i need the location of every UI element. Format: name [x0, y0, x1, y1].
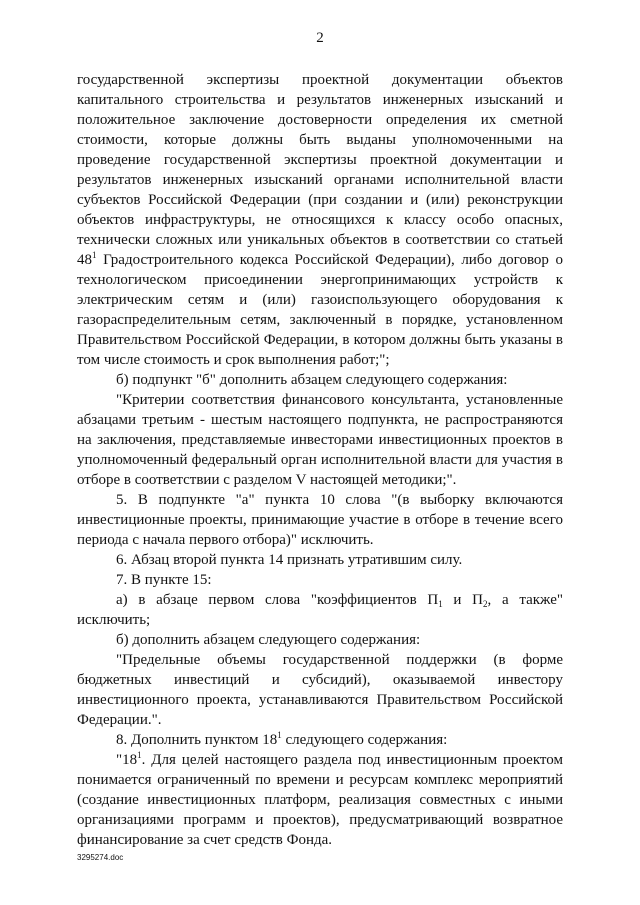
paragraph-4: 5. В подпункте "а" пункта 10 слова "(в выборку включаются инвестиционные проекты, принимающие участие в отборе в течение всего периода с начала первого отбора)" исключить.: [77, 492, 563, 548]
file-name-footer: 3295274.doc: [77, 853, 124, 862]
paragraph-6: 7. В пункте 15:: [116, 572, 212, 588]
paragraph-10: 8. Дополнить пунктом $18^1$ следующего содержания:: [116, 730, 448, 748]
paragraph-5: 6. Абзац второй пункта 14 признать утратившим силу.: [116, 552, 463, 568]
paragraph-2: б) подпункт "б" дополнить абзацем следующего содержания:: [116, 372, 508, 388]
document-body: [77, 70, 563, 850]
paragraph-11: "$18^1$. Для целей настоящего раздела под инвестиционным проектом понимается ограниченный по времени и ресурсам комплекс мероприятий (создание инвестиционных платформ, реализация совместных с иными организациями программ и проектов), предусматривающий возвратное финансирование за счет средств Фонда.: [77, 750, 563, 848]
paragraph-9: "Предельные объемы государственной поддержки (в форме бюджетных инвестиций и субсидий), оказываемой инвестору инвестиционного проекта, устанавливаются Правительством Российской Федерации.".: [77, 652, 563, 728]
paragraph-8: б) дополнить абзацем следующего содержания:: [116, 632, 421, 648]
page-number: 2: [316, 30, 324, 46]
paragraph-1: государственной экспертизы проектной документации объектов капитального строительства и результатов инженерных изысканий и положительное заключение достоверности определения их сметной стоимости, которые должны быть выданы уполномоченными на проведение государственной экспертизы проектной документации и результатов инженерных изысканий органами исполнительной власти субъектов Российской Федерации (при создании и (или) реконструкции объектов инфраструктуры, не относящихся к классу особо опасных, технически сложных или уникальных объектов в соответствии со статьей $48^1$ Градостроительного кодекса Российской Федерации), либо договор о технологическом присоединении энергопринимающих устройств к электрическим сетям и (или) газоиспользующего оборудования к газораспределительным сетям, заключенный в порядке, установленном Правительством Российской Федерации, в котором должны быть указаны в том числе стоимость и срок выполнения работ;";: [77, 72, 563, 368]
paragraph-7: а) в абзаце первом слова "коэффициентов $П_1$ и $П_2$, а также" исключить;: [77, 592, 563, 628]
paragraph-3: "Критерии соответствия финансового консультанта, установленные абзацами третьим - шестым настоящего подпункта, не распространяются на заключения, представляемые инвесторами инвестиционных проектов в уполномоченный федеральный орган исполнительной власти для участия в отборе в соответствии с разделом V настоящей методики;".: [77, 392, 563, 488]
